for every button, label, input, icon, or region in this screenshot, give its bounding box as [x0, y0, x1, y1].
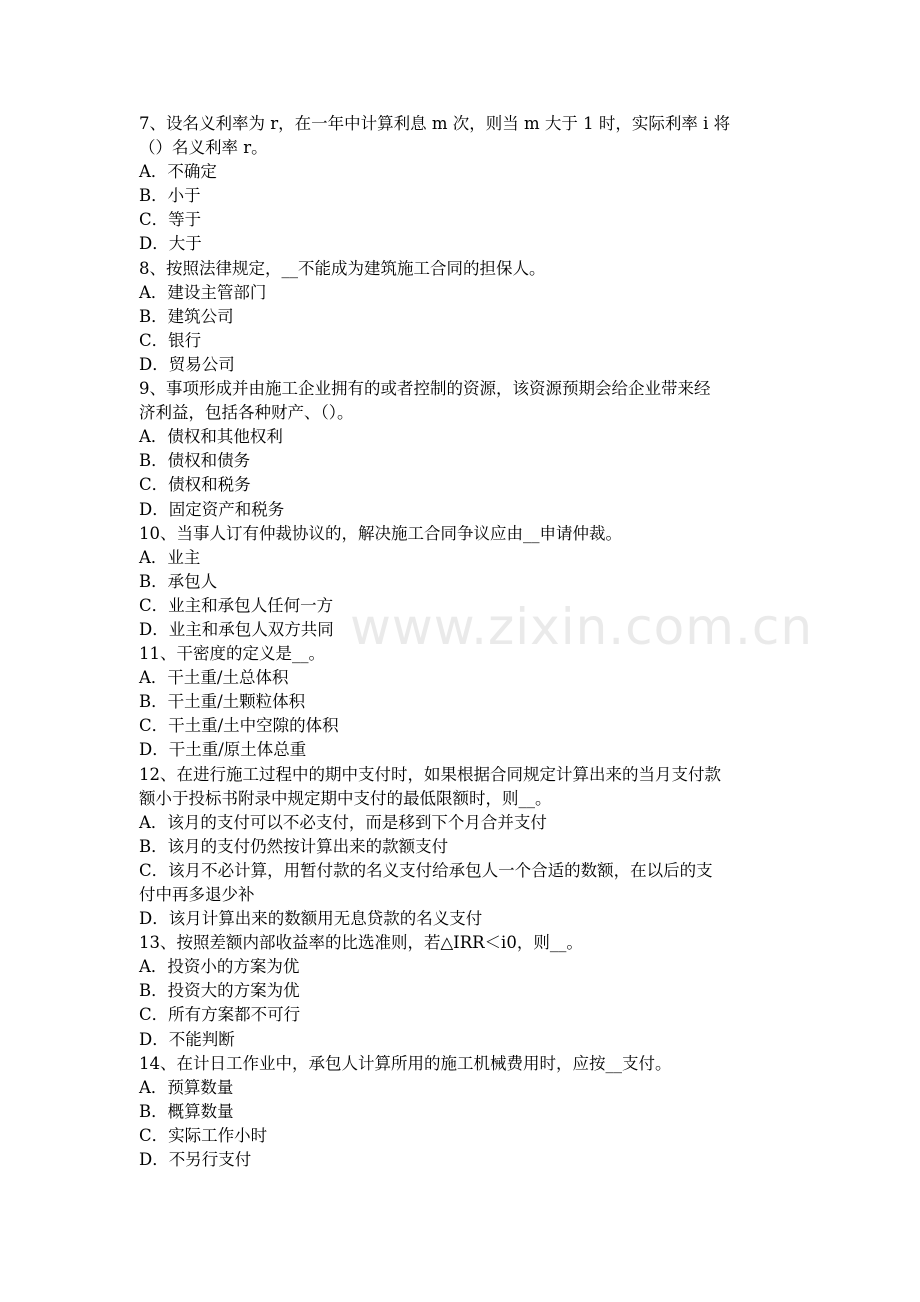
option-b: B．小于	[139, 186, 201, 206]
question-stem: 12、在进行施工过程中的期中支付时，如果根据合同规定计算出来的当月支付款	[139, 764, 721, 784]
option-a: A．不确定	[139, 162, 217, 182]
question-11	[139, 642, 789, 762]
option-b: B．该月的支付仍然按计算出来的款额支付	[139, 836, 449, 856]
question-stem: 济利益，包括各种财产、（）。	[139, 403, 354, 423]
watermark: www.zixin.com.cn	[350, 598, 814, 656]
question-stem: 7、设名义利率为 r，在一年中计算利息 m 次，则当 m 大于 1 时，实际利率 i 将	[139, 114, 731, 133]
option-d: D．大于	[139, 234, 202, 254]
option-d: D．不另行支付	[139, 1150, 252, 1170]
question-stem: 13、按照差额内部收益率的比选准则，若△IRR＜i0，则__。	[139, 933, 583, 953]
option-a: A．投资小的方案为优	[139, 957, 300, 977]
question-stem: 10、当事人订有仲裁协议的，解决施工合同争议应由__申请仲裁。	[139, 523, 622, 543]
option-c: C．业主和承包人任何一方	[139, 595, 334, 615]
question-9	[139, 377, 789, 522]
option-c: C．该月不必计算，用暂付款的名义支付给承包人一个合适的数额，在以后的支	[139, 860, 713, 880]
question-stem: 额小于投标书附录中规定期中支付的最低限额时，则__。	[139, 788, 552, 808]
option-b: B．概算数量	[139, 1101, 234, 1121]
question-14	[139, 1052, 789, 1172]
option-b: B．债权和债务	[139, 451, 251, 471]
question-stem: 14、在计日工作业中，承包人计算所用的施工机械费用时，应按__支付。	[139, 1053, 672, 1073]
question-7	[139, 112, 789, 257]
option-c-continued: 付中再多退少补	[139, 885, 255, 904]
option-c: C．所有方案都不可行	[139, 1005, 301, 1025]
option-d: D．业主和承包人双方共同	[139, 619, 334, 639]
option-d: D．不能判断	[139, 1029, 235, 1049]
option-a: A．干土重/土总体积	[139, 668, 289, 688]
option-c: C．银行	[139, 330, 202, 350]
option-d: D．该月计算出来的数额用无息贷款的名义支付	[139, 909, 483, 929]
option-c: C．等于	[139, 210, 202, 230]
option-a: A．该月的支付可以不必支付，而是移到下个月合并支付	[139, 812, 547, 832]
option-c: C．债权和税务	[139, 475, 251, 495]
option-d: D．干土重/原土体总重	[139, 740, 307, 760]
question-stem: 11、干密度的定义是__。	[139, 644, 325, 664]
option-a: A．建设主管部门	[139, 282, 267, 302]
question-stem: （）名义利率 r。	[139, 138, 268, 158]
option-b: B．建筑公司	[139, 306, 234, 326]
option-a: A．业主	[139, 547, 201, 567]
question-12	[139, 763, 789, 932]
option-c: C．实际工作小时	[139, 1125, 268, 1145]
question-stem: 9、事项形成并由施工企业拥有的或者控制的资源，该资源预期会给企业带来经	[139, 379, 711, 399]
question-13	[139, 931, 789, 1051]
question-8	[139, 257, 789, 377]
option-a: A．债权和其他权利	[139, 427, 283, 447]
option-c: C．干土重/土中空隙的体积	[139, 716, 339, 736]
option-d: D．固定资产和税务	[139, 499, 285, 519]
option-a: A．预算数量	[139, 1077, 234, 1097]
option-b: B．承包人	[139, 571, 218, 591]
option-b: B．干土重/土颗粒体积	[139, 692, 306, 712]
question-stem: 8、按照法律规定，__不能成为建筑施工合同的担保人。	[139, 258, 546, 278]
option-b: B．投资大的方案为优	[139, 981, 300, 1001]
option-d: D．贸易公司	[139, 354, 235, 374]
